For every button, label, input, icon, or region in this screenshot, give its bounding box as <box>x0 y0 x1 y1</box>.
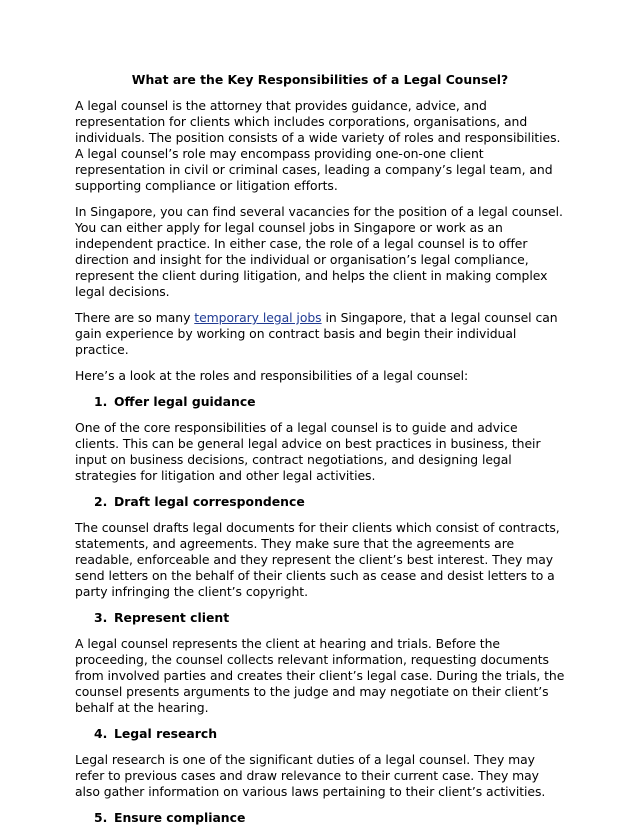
lead-in-paragraph: Here’s a look at the roles and responsibilities of a legal counsel: <box>75 368 469 383</box>
temporary-legal-jobs-link[interactable]: temporary legal jobs <box>194 310 322 325</box>
section-number: 2. <box>94 494 108 509</box>
section-number: 3. <box>94 610 108 625</box>
section-number: 4. <box>94 726 108 741</box>
section-body-draft-legal-correspondence: The counsel drafts legal documents for their clients which consist of contracts, statements, and agreements. They make sure that the agreements are readable, enforceable and they represent the client’s best interest. They may send letters on the behalf of their clients such as cease and desist letters to a party infringing the client’s copyright. <box>75 520 560 599</box>
section-heading-represent-client <box>75 610 565 626</box>
section-body-offer-legal-guidance: One of the core responsibilities of a legal counsel is to guide and advice clients. This can be general legal advice on best practices in business, their input on business decisions, contract negotiations, and designing legal strategies for litigation and other legal activities. <box>75 420 541 483</box>
section-heading-text: Offer legal guidance <box>114 394 256 409</box>
section-heading-ensure-compliance <box>75 810 565 826</box>
section-number: 1. <box>94 394 108 409</box>
section-heading-text: Ensure compliance <box>114 810 246 825</box>
section-body-represent-client: A legal counsel represents the client at hearing and trials. Before the proceeding, the counsel collects relevant information, requesting documents from involved parties and creates their client’s legal case. During the trials, the counsel presents arguments to the judge and may negotiate on their client’s behalf at the hearing. <box>75 636 565 715</box>
section-heading-draft-legal-correspondence <box>75 494 565 510</box>
section-heading-text: Legal research <box>114 726 218 741</box>
section-body-legal-research: Legal research is one of the significant duties of a legal counsel. They may refer to previous cases and draw relevance to their current case. They may also gather information on various laws pertaining to their client’s activities. <box>75 752 546 799</box>
intro-paragraph-1: A legal counsel is the attorney that provides guidance, advice, and representation for clients which includes corporations, organisations, and individuals. The position consists of a wide variety of roles and responsibilities. A legal counsel’s role may encompass providing one-on-one client representation in civil or criminal cases, leading a company’s legal team, and supporting compliance or litigation efforts. <box>75 98 561 193</box>
section-heading-legal-research <box>75 726 565 742</box>
section-number: 5. <box>94 810 108 825</box>
page-title: What are the Key Responsibilities of a Legal Counsel? <box>131 72 509 87</box>
section-heading-text: Draft legal correspondence <box>114 494 305 509</box>
section-heading-text: Represent client <box>114 610 230 625</box>
intro-paragraph-2: In Singapore, you can find several vacancies for the position of a legal counsel. You can either apply for legal counsel jobs in Singapore or work as an independent practice. In either case, the role of a legal counsel is to offer direction and insight for the individual or organisation’s legal compliance, represent the client during litigation, and helps the client in making complex legal decisions. <box>75 204 563 299</box>
temporary-jobs-text-after: in Singapore, that a legal counsel can gain experience by working on contract basis and begin their individual practice. <box>75 310 558 357</box>
temporary-jobs-text-before: There are so many <box>75 310 195 325</box>
temporary-jobs-paragraph <box>75 310 565 358</box>
document-page <box>75 72 565 836</box>
section-heading-offer-legal-guidance <box>75 394 565 410</box>
